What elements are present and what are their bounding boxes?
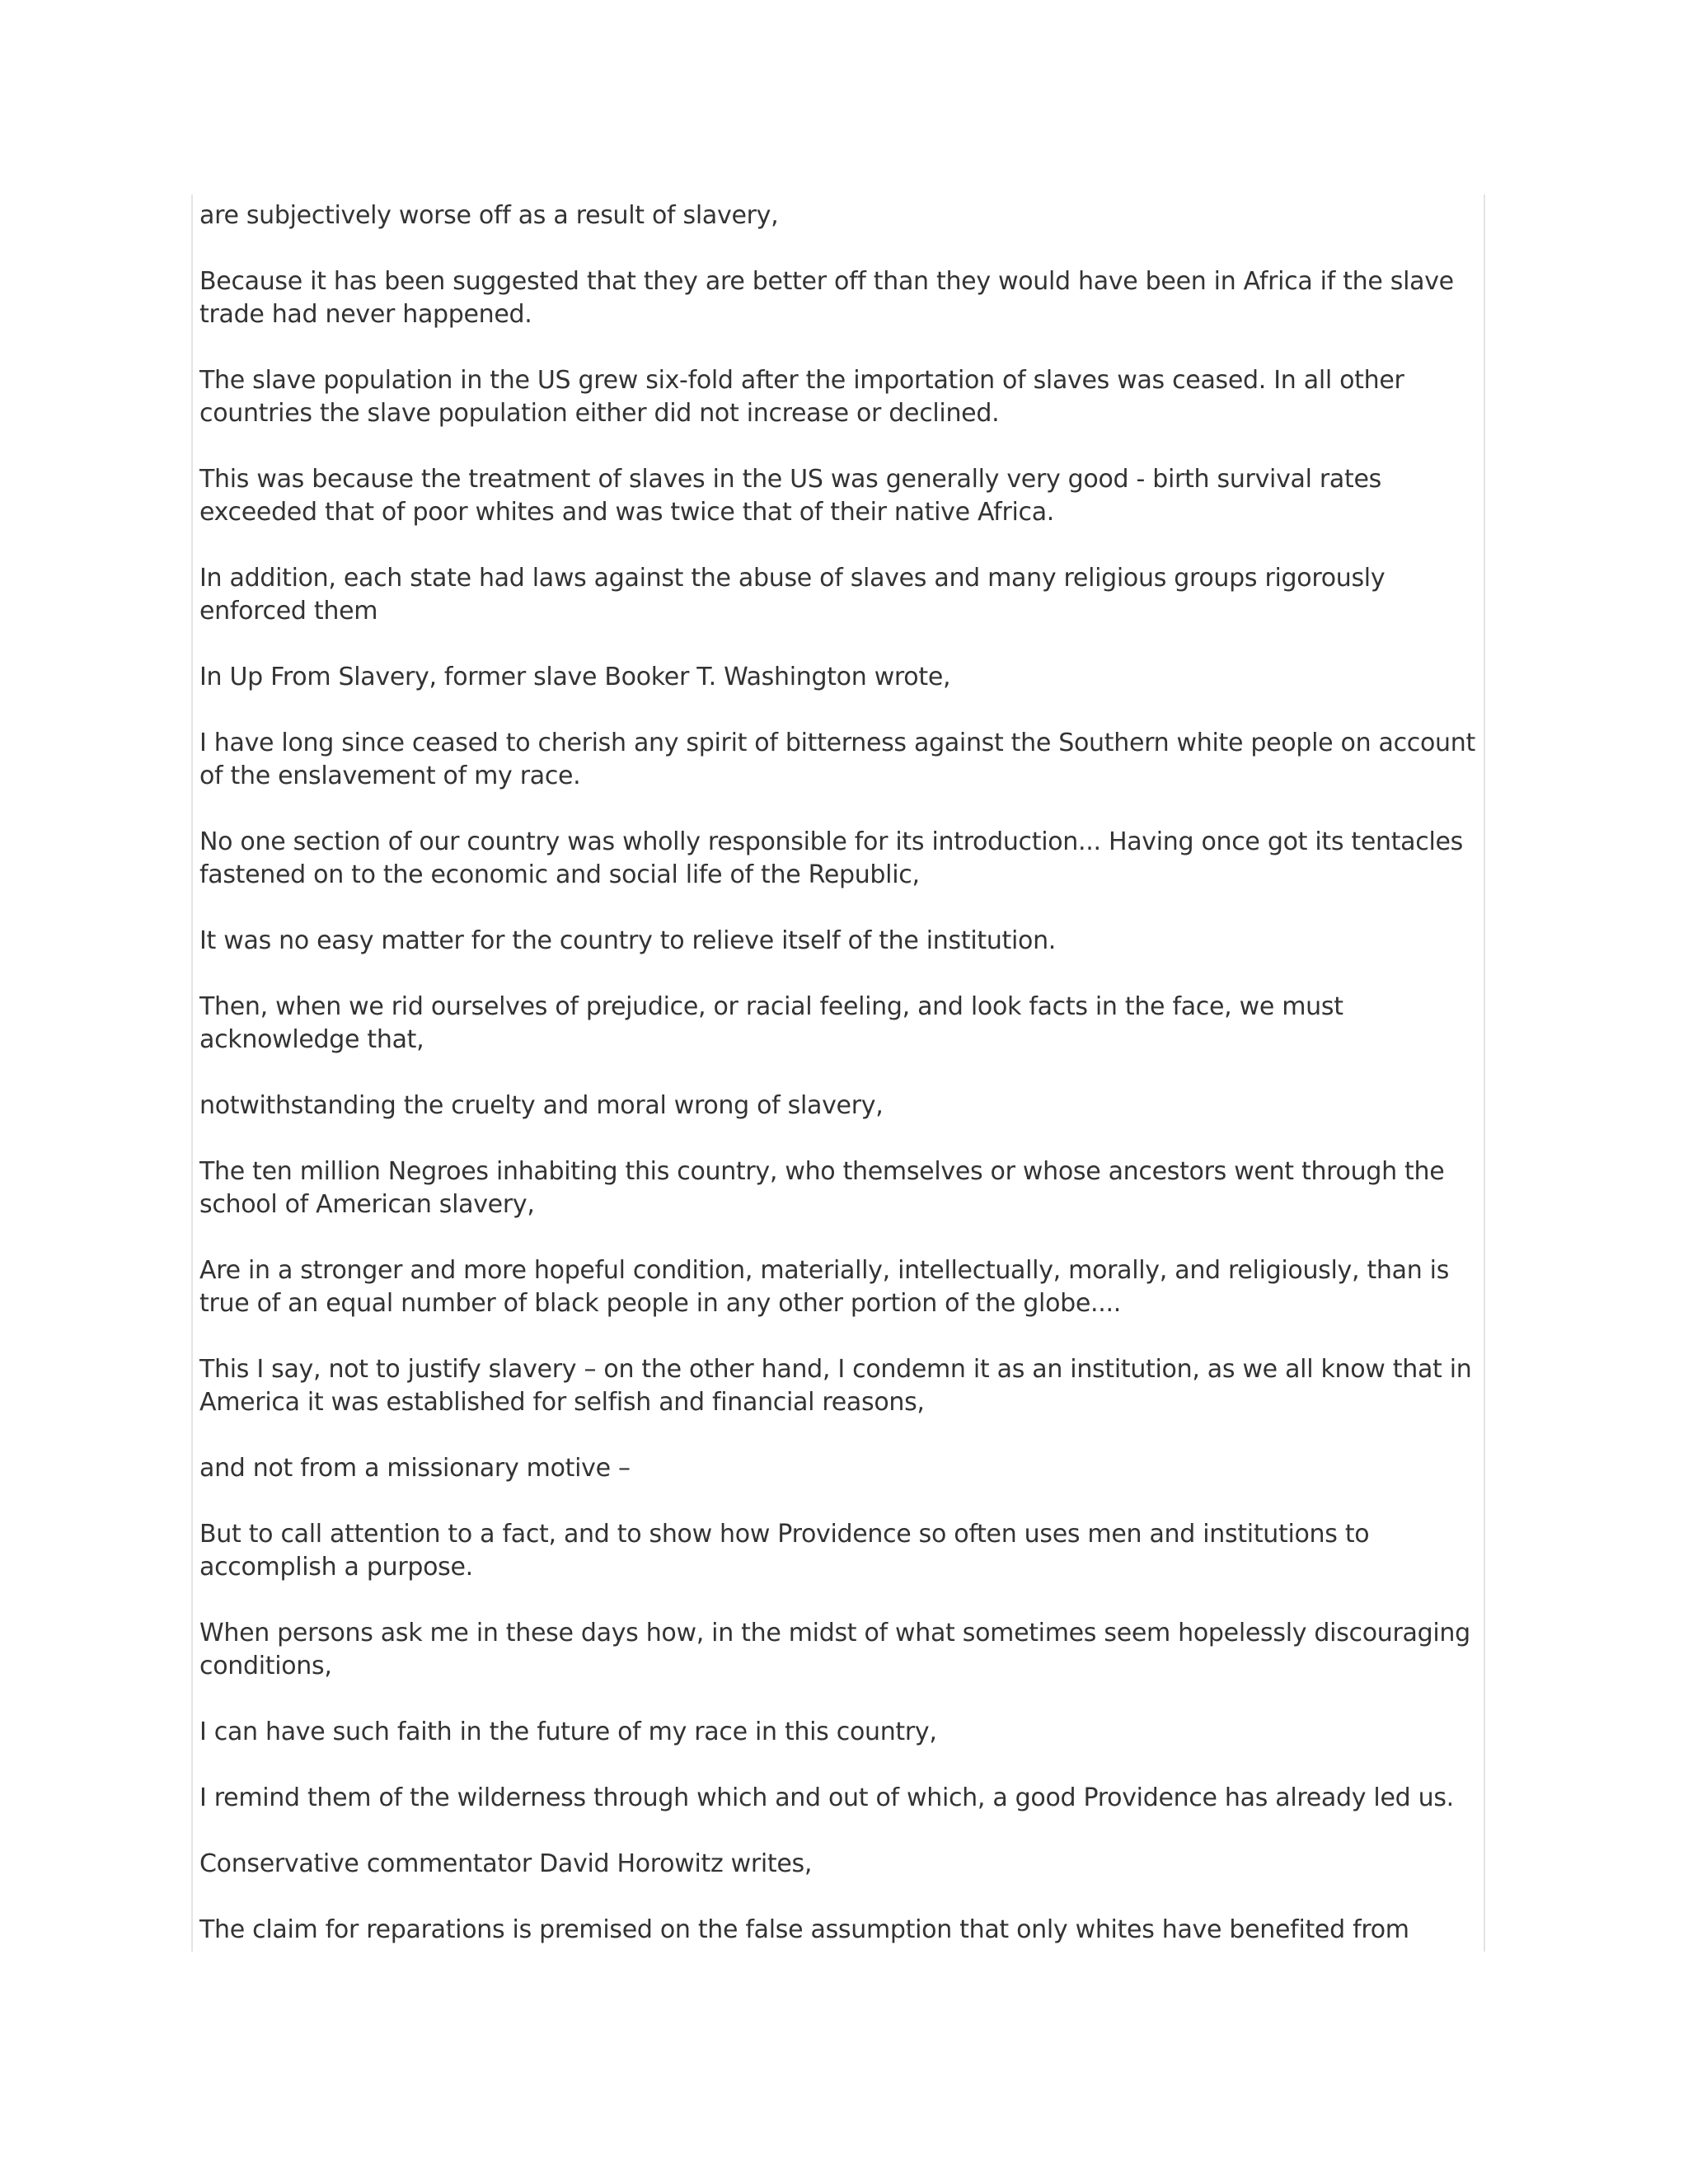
document-body [199, 199, 1479, 1952]
paragraph: notwithstanding the cruelty and moral wrong of slavery, [199, 1091, 884, 1120]
paragraph: This was because the treatment of slaves in the US was generally very good - birth survival rates exceeded that of poor whites and was twice that of their native Africa. [199, 465, 1381, 527]
paragraph: I remind them of the wilderness through which and out of which, a good Providence has already led us. [199, 1783, 1454, 1812]
paragraph: No one section of our country was wholly responsible for its introduction... Having once got its tentacles fastened on to the economic and social life of the Republic, [199, 827, 1463, 889]
paragraph: The slave population in the US grew six-fold after the importation of slaves was ceased. In all other countries the slave population either did not increase or declined. [199, 366, 1404, 428]
paragraph: Because it has been suggested that they are better off than they would have been in Africa if the slave trade had never happened. [199, 267, 1454, 329]
paragraph: I have long since ceased to cherish any spirit of bitterness against the Southern white people on account of the enslavement of my race. [199, 729, 1475, 790]
paragraph: But to call attention to a fact, and to show how Providence so often uses men and institutions to accomplish a purpose. [199, 1520, 1370, 1582]
paragraph: Conservative commentator David Horowitz writes, [199, 1849, 813, 1878]
paragraph: and not from a missionary motive – [199, 1454, 631, 1483]
paragraph: This I say, not to justify slavery – on the other hand, I condemn it as an institution, as we all know that in America it was established for selfish and financial reasons, [199, 1355, 1472, 1417]
paragraph: I can have such faith in the future of my race in this country, [199, 1718, 937, 1746]
paragraph: Are in a stronger and more hopeful condition, materially, intellectually, morally, and religiously, than is true of an equal number of black people in any other portion of the globe.... [199, 1256, 1450, 1318]
document-page [191, 194, 1485, 1952]
paragraph: When persons ask me in these days how, in the midst of what sometimes seem hopelessly discouraging conditions, [199, 1619, 1470, 1680]
paragraph: It was no easy matter for the country to relieve itself of the institution. [199, 926, 1057, 955]
paragraph: Then, when we rid ourselves of prejudice, or racial feeling, and look facts in the face, we must acknowledge that, [199, 992, 1343, 1054]
paragraph: The claim for reparations is premised on the false assumption that only whites have benefited from [199, 1915, 1409, 1944]
paragraph: The ten million Negroes inhabiting this country, who themselves or whose ancestors went through the school of American slavery, [199, 1157, 1445, 1219]
paragraph: In addition, each state had laws against the abuse of slaves and many religious groups rigorously enforced them [199, 564, 1386, 626]
paragraph: are subjectively worse off as a result of slavery, [199, 201, 779, 230]
paragraph: In Up From Slavery, former slave Booker T. Washington wrote, [199, 663, 951, 691]
